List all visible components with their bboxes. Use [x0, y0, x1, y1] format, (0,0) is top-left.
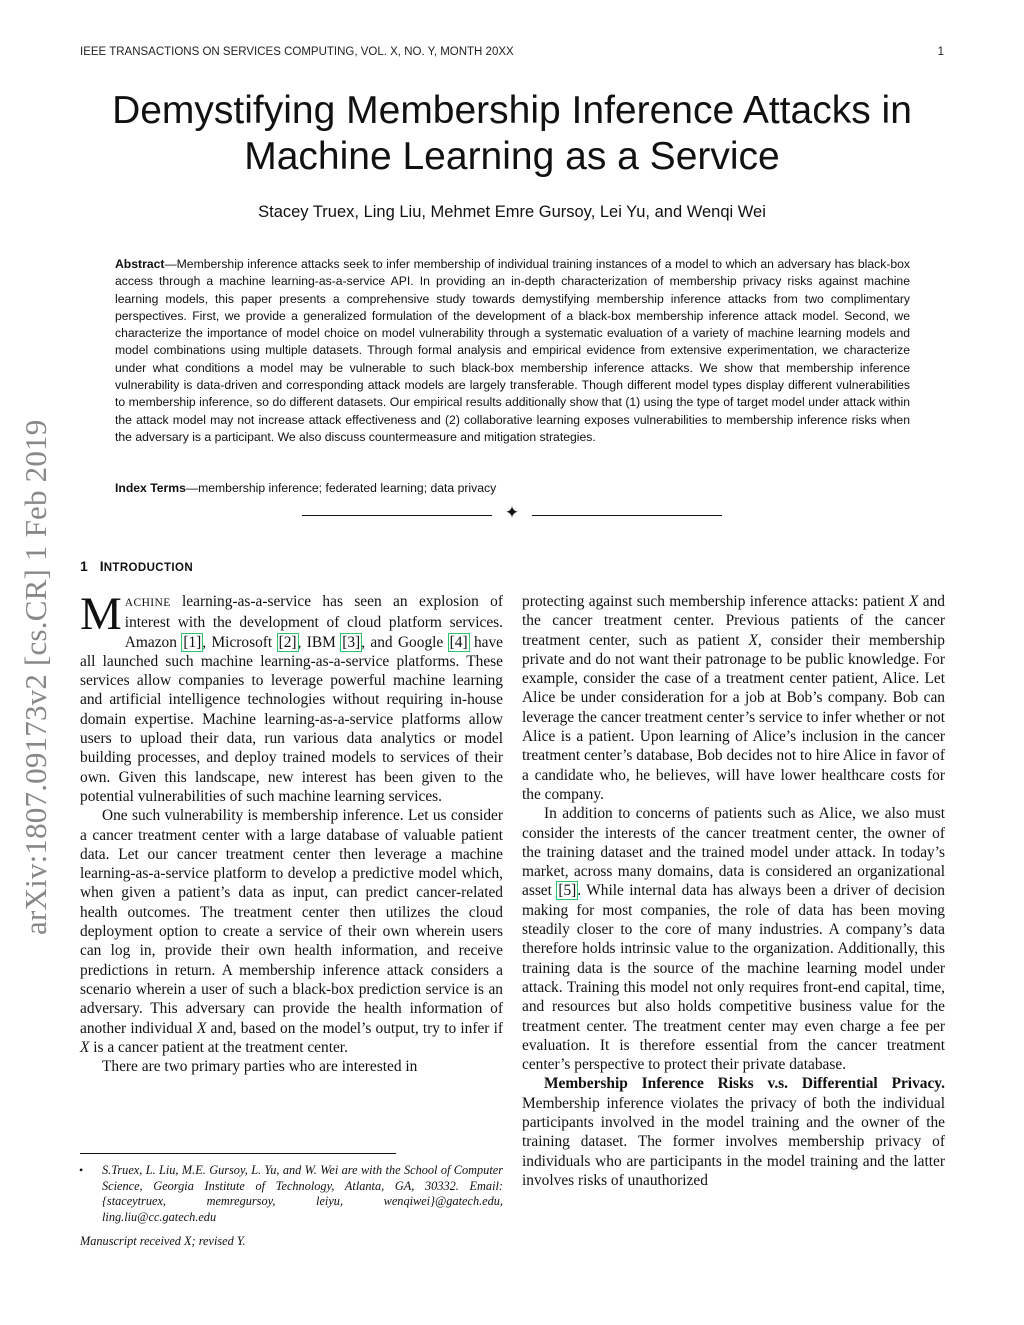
- abstract-text: —Membership inference attacks seek to infer membership of individual training instances of a model to which an adversary has black-box access through a machine learning-as-a-service API. In providing an in-depth characterization of membership privacy risks against machine learning models, this paper presents a comprehensive study towards demystifying membership inference attacks from two complimentary perspectives. First, we provide a generalized formulation of the development of a black-box membership inference attack model. Second, we characterize the importance of model choice on model vulnerability through a systematic evaluation of a variety of machine learning models and model combinations using multiple datasets. Through formal analysis and empirical evidence from extensive experimentation, we characterize under what conditions a model may be vulnerable to such black-box membership inference attacks. We show that membership inference vulnerability is data-driven and corresponding attack models are largely transferable. Though different model types display different vulnerabilities to membership inference, so do different datasets. Our empirical results additionally show that (1) using the type of target model under attack within the attack model may not increase attack effectiveness and (2) collaborative learning exposes vulnerabilities to membership inference risks when the adversary is a participant. We also discuss countermeasure and mitigation strategies.: [115, 257, 910, 444]
- title-line-2: Machine Learning as a Service: [244, 135, 780, 178]
- text-run: , and Google: [361, 633, 449, 651]
- arxiv-stamp: arXiv:1807.09173v2 [cs.CR] 1 Feb 2019: [18, 419, 53, 935]
- section-heading: [80, 558, 193, 574]
- paragraph: [80, 806, 503, 1057]
- index-terms-label: Index Terms: [115, 481, 186, 495]
- citation-link[interactable]: [4]: [449, 633, 468, 651]
- text-run: In addition to concerns of patients such as Alice, we also must consider the interests of the cancer treatment center, the owner of the training dataset and the trained model under attack. In today’s market, across many domains, data is considered an organizational asset: [522, 805, 945, 900]
- footnote-text: S.Truex, L. Liu, M.E. Gursoy, L. Yu, and W. Wei are with the School of Computer Science, Georgia Institute of Technology, Atlanta, GA, 30332. Email: {staceytruex, memregursoy, leiyu, wenqiwei}@gatech.edu, ling.liu@cc.gatech.edu: [102, 1163, 503, 1224]
- text-run: Membership inference violates the privacy of both the individual participants involved in the model training and the owner of the training dataset. The former involves membership privacy of individuals who are participants in the model training and the latter involves risks of unauthorized: [522, 1094, 945, 1189]
- paper-title: [60, 88, 964, 180]
- text-run: protecting against such membership inference attacks: patient: [522, 593, 909, 610]
- divider-line-left: [302, 515, 492, 516]
- page-number: 1: [937, 46, 944, 58]
- index-terms: [115, 481, 910, 495]
- math-variable: X: [196, 1019, 207, 1037]
- drop-cap: M: [80, 588, 122, 640]
- citation-link[interactable]: [3]: [342, 633, 361, 651]
- divider-star-icon: ✦: [504, 503, 520, 523]
- abstract-label: Abstract: [115, 257, 165, 271]
- section-title-initial: I: [99, 558, 104, 574]
- footnote-rule: [80, 1153, 396, 1154]
- section-divider: [302, 503, 722, 526]
- math-variable: X: [748, 631, 758, 649]
- left-column: [80, 588, 504, 1076]
- paragraph: [522, 1074, 945, 1190]
- section-number: 1: [80, 558, 88, 574]
- paragraph: [522, 592, 945, 804]
- bullet-icon: •: [79, 1163, 84, 1177]
- section-title-rest: NTRODUCTION: [103, 562, 194, 574]
- text-run: . While internal data has always been a driver of decision making for most companies, the role of data has been moving steadily closer to the core of many industries. A company’s data therefore holds intrinsic value to the organization. Additionally, this training data is the source of the machine learning model under attack. Training this model not only requires front-end capital, time, and resources but also holds competitive business value for the treatment center. The treatment center may even charge a fee per evaluation. It is therefore essential from the cancer treatment center’s perspective to protect their private database.: [522, 882, 945, 1074]
- running-header: [80, 46, 944, 58]
- paragraph: [522, 804, 945, 1074]
- smallcaps-word: ACHINE: [124, 597, 171, 609]
- paragraph: [80, 588, 503, 806]
- math-variable: X: [908, 593, 919, 610]
- text-run: , IBM: [297, 633, 342, 651]
- citation-link[interactable]: [2]: [278, 633, 297, 651]
- citation-link[interactable]: [5]: [558, 882, 577, 900]
- text-run: and, based on the model’s output, try to infer if: [206, 1019, 504, 1037]
- paragraph: There are two primary parties who are interested in: [102, 1058, 418, 1076]
- author-footnote: [80, 1163, 503, 1225]
- text-run: learning-as-a-service has seen an explosion of interest with the development of cloud platform services. Amazon: [124, 593, 503, 651]
- journal-name: IEEE TRANSACTIONS ON SERVICES COMPUTING, VOL. X, NO. Y, MONTH 20XX: [80, 46, 514, 58]
- text-run: , Microsoft: [202, 633, 278, 651]
- right-column: [522, 592, 945, 1190]
- abstract: [115, 256, 910, 446]
- author-list: Stacey Truex, Ling Liu, Mehmet Emre Gursoy, Lei Yu, and Wenqi Wei: [258, 203, 766, 221]
- text-run: is a cancer patient at the treatment center.: [89, 1038, 348, 1056]
- text-run: have all launched such machine learning-as-a-service platforms. These services allow companies to leverage powerful machine learning and artificial intelligence technologies without requiring in-house domain expertise. Machine learning-as-a-service platforms allow users to upload their data, run various data analytics or model building processes, and deploy trained models to services of their own. Given this landscape, new interest has been given to the potential vulnerabilities of such machine learning services.: [80, 633, 503, 805]
- title-line-1: Demystifying Membership Inference Attacks in: [112, 89, 912, 132]
- text-run: One such vulnerability is membership inference. Let us consider a cancer treatment center with a large database of valuable patient data. Let our cancer treatment center then leverage a machine learning-as-a-service platform to develop a predictive model which, when given a patient’s data as input, can predict cancer-related health outcomes. The treatment center then utilizes the cloud deployment option to create a service of their own wherein users can log in, provide their own health information, and receive predictions in return. A membership inference attack considers a scenario wherein a user of such a black-box prediction service is an adversary. This adversary can provide the health information of another individual: [80, 807, 503, 1037]
- math-variable: X: [80, 1038, 90, 1056]
- paragraph-heading: Membership Inference Risks v.s. Differential Privacy.: [544, 1075, 945, 1093]
- text-run: , consider their membership private and do not want their patronage to be public knowledge. For example, consider the case of a treatment center patient, Alice. Let Alice be under consideration for a job at Bob’s company. Bob can leverage the cancer treatment center’s service to infer whether or not Alice is a patient. Upon learning of Alice’s inclusion in the cancer treatment center’s database, Bob decides not to hire Alice in favor of a candidate who, he believes, will have lower healthcare costs for the company.: [522, 631, 945, 803]
- text-run: and the cancer treatment center. Previous patients of the cancer treatment center, such as patient: [522, 593, 945, 649]
- index-terms-text: —membership inference; federated learning; data privacy: [185, 481, 497, 495]
- manuscript-note: Manuscript received X; revised Y.: [80, 1234, 246, 1248]
- citation-link[interactable]: [1]: [183, 633, 202, 651]
- divider-line-right: [532, 515, 722, 516]
